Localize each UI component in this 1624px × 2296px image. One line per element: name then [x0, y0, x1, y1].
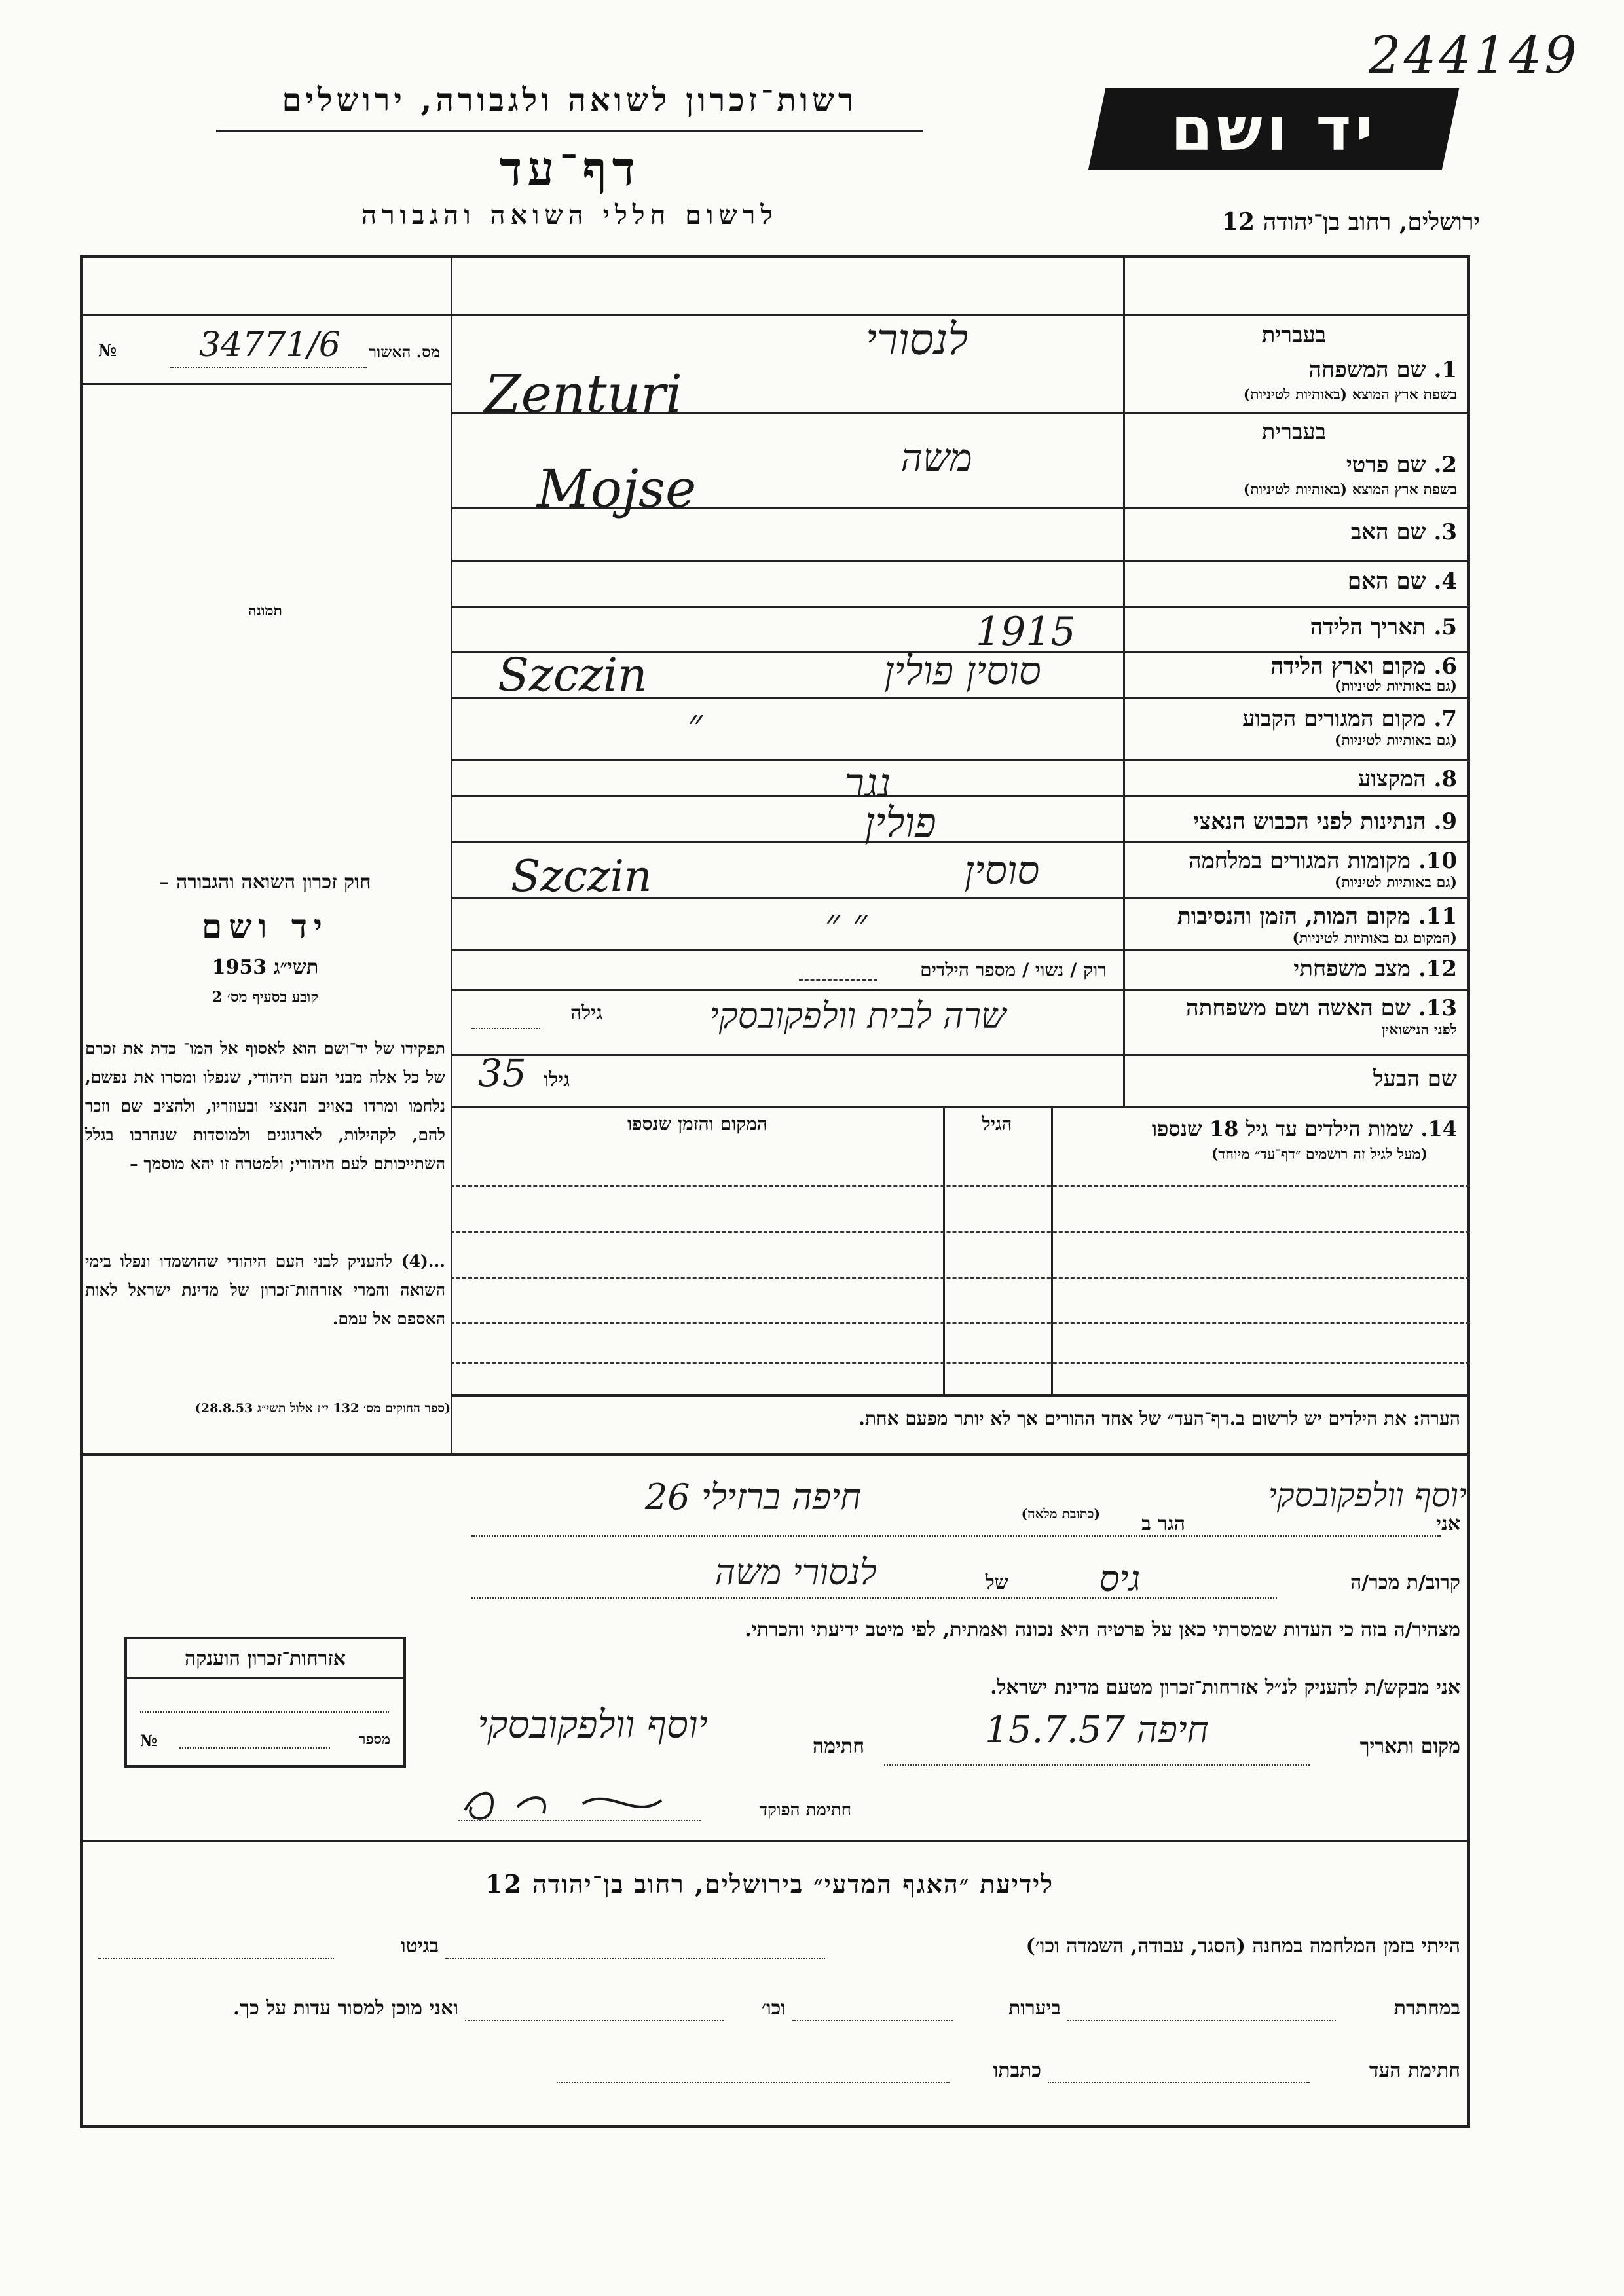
field-wartime-residence-label: 10. מקומות המגורים במלחמה	[1188, 848, 1457, 874]
logo-text: יד ושם	[1170, 94, 1377, 164]
field-husband-name-label: שם הבעל	[1373, 1066, 1457, 1092]
relation-of-value: לנסורי משה	[714, 1552, 877, 1593]
law-text-mandate: תפקידו של יד־ושם הוא לאסוף אל המו־ כדת את זכרם של כל אלה מבני העם היהודי, שנפלו ומסרו את נפשם, נלחמו ומרדו באויב הנאצי ובעוזריו, ולהציב שם וזכר להם, לקהילות, לארגונים ולמוסדות שנחרבו בגלל השתייכותם לעם היהודי; ולמטרה זו יהא מוסמך –	[85, 1039, 445, 1173]
field-mother-name-label: 4. שם האם	[1347, 568, 1457, 594]
form-frame	[80, 255, 1470, 2128]
yad-vashem-logo	[1088, 88, 1460, 170]
occupation-value: נגר	[844, 759, 891, 807]
declaration-relation-label: קרוב/ת מכר/ה	[1350, 1571, 1460, 1594]
family-name-hebrew-value: לנסורי	[865, 314, 969, 365]
field-birth-place-label: 6. מקום וארץ הלידה	[1270, 653, 1457, 680]
law-source: (ספר החוקים מס׳ 132 י״ז אלול תשי״ג 28.8.53)	[194, 1401, 451, 1415]
footer-witness-signature-label: חתימת העד	[1369, 2059, 1460, 2082]
citizenship-number-label: מספר	[358, 1731, 390, 1748]
footer-underground-label: במחתרת	[1393, 1997, 1460, 2020]
law-text-citizenship: ...(4) להעניק לבני העם היהודי שהושמדו ונפלו בימי השואה והמרי אזרחות־זכרון של מדינת ישראל לאות האספם אל עמם.	[85, 1252, 445, 1328]
declarant-address-value: חיפה ברזילי 26	[644, 1476, 862, 1518]
citizenship-box-title: אזרחות־זכרון הוענקה	[184, 1647, 346, 1670]
field-wife-name-label: 13. שם האשה ושם משפחתה	[1186, 995, 1457, 1021]
declaration-resident-sub: (כתובת מלאה)	[1021, 1506, 1100, 1522]
official-signature-label: חתימת הפוקד	[759, 1800, 851, 1820]
field-death-place-sub: (המקום גם באותיות לטיניות)	[1292, 930, 1457, 947]
first-name-latin-value: Mojse	[537, 458, 697, 519]
footer-witness-address-label: כתבתו	[993, 2059, 1041, 2082]
field-residence-label: 7. מקום המגורים הקבוע	[1242, 706, 1457, 732]
declaration-i-label: אני	[1436, 1512, 1460, 1535]
field-occupation-label: 8. המקצוע	[1357, 766, 1457, 792]
declaration-of-label: של	[985, 1571, 1008, 1594]
field-death-place-label: 11. מקום המות, הזמן והנסיבות	[1177, 903, 1457, 930]
approval-number-value: 34771/6	[198, 325, 341, 365]
declaration-signature-label: חתימה	[813, 1735, 864, 1758]
nationality-value: פולין	[864, 799, 936, 847]
wartime-residence-latin-value: Szczin	[511, 851, 652, 902]
footer-testify-label: ואני מוכן למסור עדות על כך.	[232, 1997, 458, 2020]
footer-ghetto-label: בגיטו	[400, 1935, 439, 1958]
declaration-place-date-label: מקום ותאריך	[1359, 1735, 1460, 1758]
birth-place-latin-value: Szczin	[498, 648, 648, 702]
photo-placeholder: תמונה	[248, 602, 282, 619]
birth-date-value: 1915	[976, 609, 1076, 655]
field-nationality-label: 9. הנתינות לפני הכבוש הנאצי	[1193, 809, 1457, 835]
footer-camp-label: הייתי בזמן המלחמה במחנה (הסגר, עבודה, השמדה וכו׳)	[1025, 1935, 1460, 1958]
family-name-latin-value: Zenturi	[485, 363, 682, 424]
official-signature-scribble	[452, 1774, 688, 1833]
field-children-label: 14. שמות הילדים עד גיל 18 שנספו	[1151, 1116, 1457, 1141]
approval-number-row	[92, 325, 445, 370]
birth-place-hebrew-value: סוסין פולין	[884, 648, 1041, 694]
law-clause: קובע בסעיף מס׳ 2	[212, 989, 319, 1006]
declaration-request: אני מבקש/ת להעניק לנ״ל אזרחות־זכרון מטעם מדינת ישראל.	[990, 1676, 1460, 1699]
children-age-header: הגיל	[982, 1113, 1012, 1135]
field-family-name-hebrew-tag: בעברית	[1261, 322, 1326, 348]
wife-name-value: שרה לבית וולפקובסקי	[709, 995, 1006, 1036]
header-address: ירושלים, רחוב בן־יהודה 12	[1221, 208, 1480, 236]
husband-age-value: 35	[478, 1051, 526, 1095]
signature-value: יוסף וולפקובסקי	[477, 1702, 708, 1747]
footer-title: לידיעת ״האגף המדעי״ בירושלים, רחוב בן־יהודה 12	[485, 1869, 1054, 1899]
death-place-value: ״ ״	[825, 900, 868, 946]
field-family-name-label: 1. שם המשפחה	[1308, 357, 1457, 383]
field-birth-place-sub: (גם באותיות לטיניות)	[1334, 678, 1457, 695]
law-name: יד ושם	[202, 907, 329, 945]
authority-name: רשות־זכרון לשואה ולגבורה, ירושלים	[282, 82, 858, 118]
approval-number-sign: №	[98, 341, 117, 361]
field-wartime-residence-sub: (גם באותיות לטיניות)	[1334, 874, 1457, 891]
place-date-value: חיפה 15.7.57	[985, 1709, 1209, 1751]
declarant-name-value: יוסף וולפקובסקי	[1268, 1476, 1467, 1514]
law-title: חוק זכרון השואה והגבורה –	[159, 871, 371, 894]
field-wife-name-sub: לפני הנישואין	[1381, 1021, 1457, 1038]
children-place-header: המקום והזמן שנספו	[627, 1113, 767, 1135]
law-year: תשי״ג 1953	[212, 956, 319, 979]
form-title: דף־עד	[499, 141, 640, 196]
wife-age-label: גילה	[570, 1002, 602, 1025]
field-birth-date-label: 5. תאריך הלידה	[1310, 614, 1457, 640]
approval-number-label: מס. האשור	[369, 342, 440, 361]
field-children-sub: (מעל לגיל זה רושמים ״דף־עד״ מיוחד)	[1211, 1146, 1428, 1163]
footer-forests-label: ביערות	[1008, 1997, 1061, 2020]
marital-status-options: רוק / נשוי / מספר הילדים	[920, 959, 1107, 981]
residence-value: ״	[688, 701, 703, 746]
first-name-hebrew-value: משה	[900, 435, 972, 480]
wartime-residence-hebrew-value: סוסין	[964, 848, 1040, 894]
citizenship-number-sign: №	[140, 1731, 158, 1750]
declaration-statement: מצהיר/ה בזה כי העדות שמסרתי כאן על פרטיה היא נכונה ואמתית, לפי מיטב ידיעתי והכרתי.	[745, 1618, 1460, 1641]
field-first-name-label: 2. שם פרטי	[1346, 452, 1457, 478]
children-note: הערה: את הילדים יש לרשום ב.דף־העד״ של אחד ההורים אך לא יותר מפעם אחת.	[858, 1408, 1460, 1429]
field-first-name-sub: בשפת ארץ המוצא (באותיות לטיניות)	[1243, 481, 1457, 498]
relation-value: גיס	[1099, 1558, 1141, 1599]
field-residence-sub: (גם באותיות לטיניות)	[1334, 732, 1457, 749]
document-number: 244149	[1369, 26, 1579, 85]
field-first-name-hebrew-tag: בעברית	[1261, 419, 1326, 445]
field-father-name-label: 3. שם האב	[1350, 519, 1457, 545]
form-subtitle: לרשום חללי השואה והגבורה	[361, 200, 779, 230]
citizenship-box	[124, 1637, 406, 1768]
field-marital-status-label: 12. מצב משפחתי	[1293, 956, 1457, 982]
field-family-name-sub: בשפת ארץ המוצא (באותיות לטיניות)	[1243, 386, 1457, 403]
declaration-resident-label: הגר ב	[1141, 1512, 1185, 1535]
husband-age-label: גילו	[544, 1068, 570, 1091]
footer-etc-label: וכו׳	[762, 1997, 786, 2020]
